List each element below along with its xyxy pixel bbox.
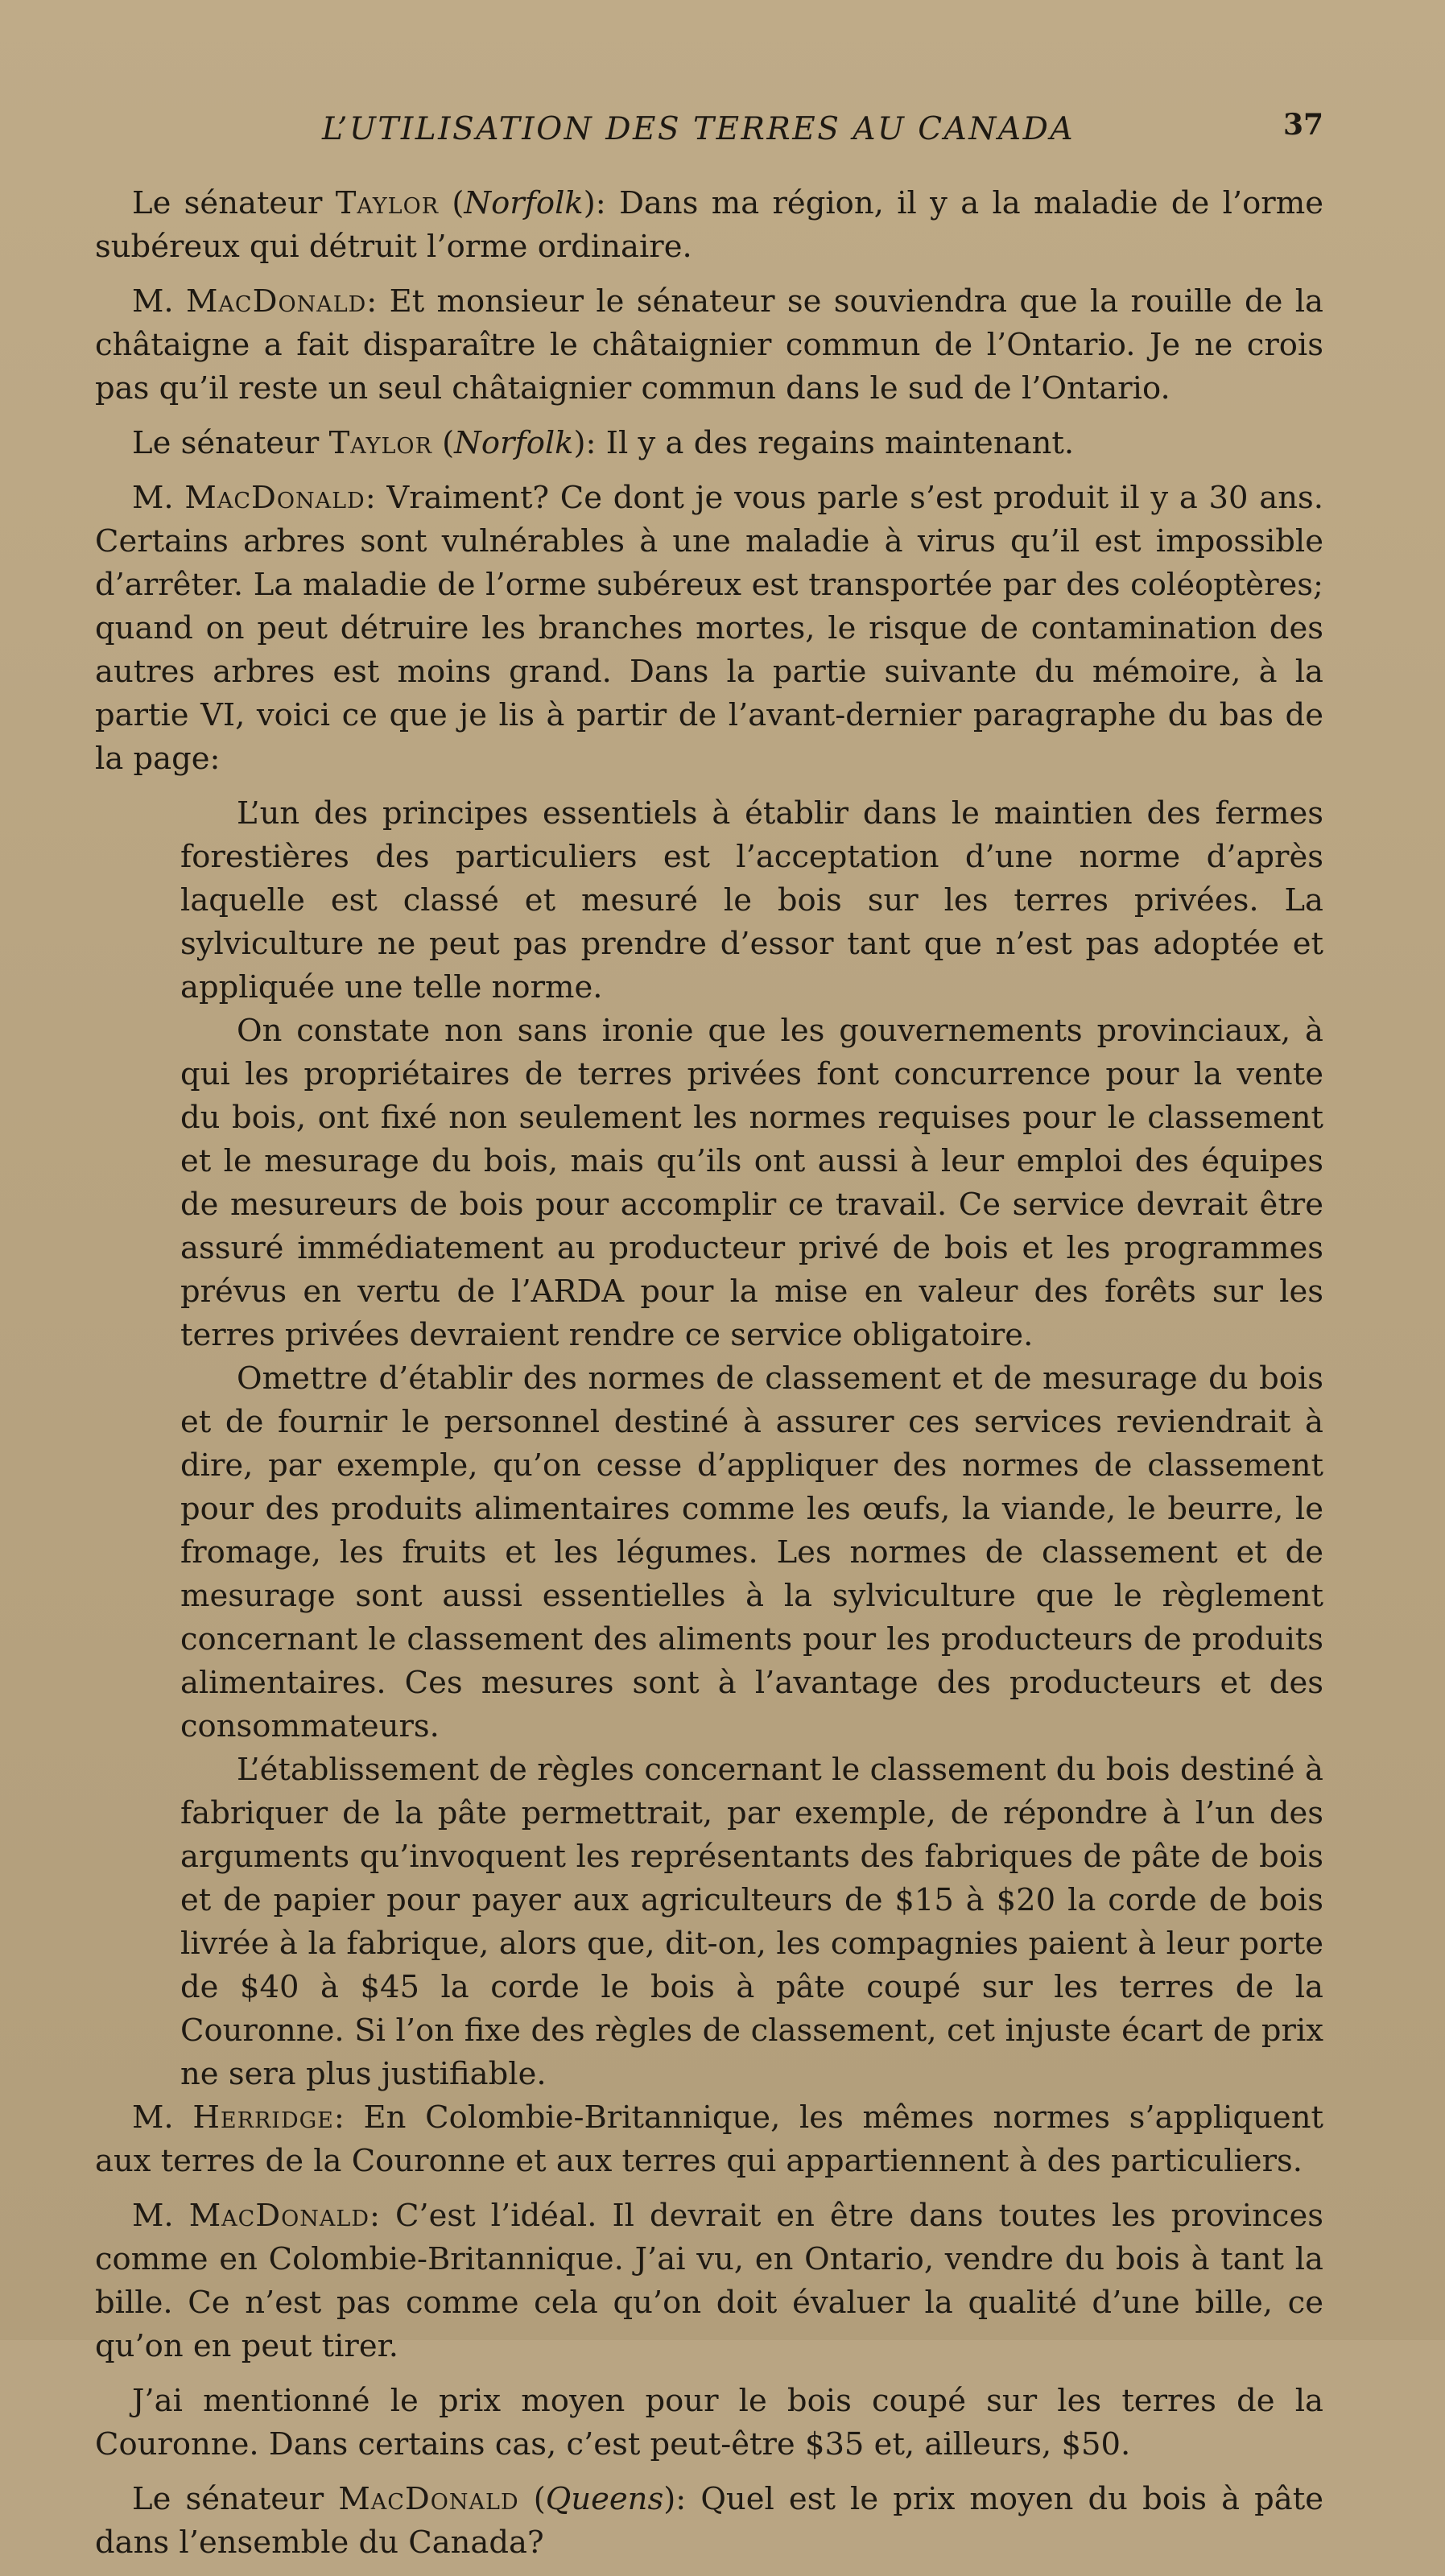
speech-text: : Il y a des regains maintenant. <box>585 425 1075 461</box>
quoted-paragraph-2: On constate non sans ironie que les gouvernements provinciaux, à qui les propriétaires de terres privées font concurrence pour la vente du bois, ont fixé non seulement les normes requises pour le classement et le mesurage du bois, mais qu’ils ont aussi à leur emploi des équipes de mesureurs de bois pour accomplir ce travail. Ce service devrait être assuré immédiatement au producteur privé de bois et les programmes prévus en vertu de l’ARDA pour la mise en valeur des forêts sur les terres privées devraient rendre ce service obligatoire. <box>180 1013 1323 1353</box>
speaker-name: MacDonald <box>184 480 365 516</box>
speaker-prefix: M. <box>132 283 174 320</box>
paragraph-macdonald-2 <box>95 477 1323 781</box>
speaker-name: Taylor <box>335 185 440 221</box>
page-body <box>95 182 1323 2576</box>
paragraph-macdonald-3 <box>95 2194 1323 2368</box>
quoted-paragraph-4: L’établissement de règles concernant le classement du bois destiné à fabriquer de la pâte permettrait, par exemple, de répondre à l’un des arguments qu’invoquent les représentants des fabriques de pâte de bois et de papier pour payer aux agriculteurs de $15 à $20 la corde de bois livrée à la fabrique, alors que, dit-on, les compagnies paient à leur porte de $40 à $45 la corde le bois à pâte coupé sur les terres de la Couronne. Si l’on fixe des règles de classement, cet injuste écart de prix ne sera plus justifiable. <box>180 1752 1323 2092</box>
speaker-name: Herridge <box>192 2099 334 2136</box>
page-header <box>0 108 1445 151</box>
speech-text: : Vraiment? Ce dont je vous parle s’est produit il y a 30 ans. Certains arbres sont vulnérables à une maladie à virus qu’il est impossible d’arrêter. La maladie de l’orme subéreux est transportée par des coléoptères; quand on peut détruire les branches mortes, le risque de contamination des autres arbres est moins grand. Dans la partie suivante du mémoire, à la partie VI, voici ce que je lis à partir de l’avant-dernier paragraphe du bas de la page: <box>95 480 1323 777</box>
paragraph-taylor-1: Le sénateur Taylor (Norfolk): Dans ma région, il y a la maladie de l’orme subéreux qui détruit l’orme ordinaire. <box>95 185 1324 265</box>
speech-text: : C’est l’idéal. Il devrait en être dans toutes les provinces comme en Colombie-Britannique. J’ai vu, en Ontario, vendre du bois à tant la bille. Ce n’est pas comme cela qu’on doit évaluer la qualité d’une bille, ce qu’on en peut tirer. <box>95 2198 1323 2364</box>
speaker-name: MacDonald <box>188 2198 370 2234</box>
speaker-name: Taylor <box>328 425 432 461</box>
speaker-prefix: M. <box>132 2099 174 2136</box>
speaker-name: MacDonald <box>338 2481 519 2517</box>
speech-text: : Quel est le prix moyen du bois à pâte dans l’ensemble du Canada? <box>95 2481 1323 2561</box>
quoted-paragraph-1: L’un des principes essentiels à établir dans le maintien des fermes forestières des particuliers est l’acceptation d’une norme d’après laquelle est classé et mesuré le bois sur les terres privées. La sylviculture ne peut pas prendre d’essor tant que n’est pas adoptée et appliquée une telle norme. <box>180 795 1323 1005</box>
paragraph-macdonald-4: J’ai mentionné le prix moyen pour le bois coupé sur les terres de la Couronne. Dans certains cas, c’est peut-être $35 et, ailleurs, $50. <box>95 2383 1323 2462</box>
speaker-riding: Norfolk <box>464 185 584 221</box>
speech-text: : Et monsieur le sénateur se souviendra que la rouille de la châtaigne a fait disparaître le châtaignier commun de l’Ontario. Je ne crois pas qu’il reste un seul châtaignier commun dans le sud de l’Ontario. <box>95 283 1323 407</box>
speaker-prefix: Le sénateur <box>132 185 323 221</box>
paragraph-macdonald-queens: Le sénateur MacDonald (Queens): Quel est le prix moyen du bois à pâte dans l’ensemble du Canada? <box>95 2481 1323 2561</box>
quoted-paragraph-3: Omettre d’établir des normes de classement et de mesurage du bois et de fournir le personnel destiné à assurer ces services reviendrait à dire, par exemple, qu’on cesse d’appliquer des normes de classement pour des produits alimentaires comme les œufs, la viande, le beurre, le fromage, les fruits et les légumes. Les normes de classement et de mesurage sont aussi essentielles à la sylviculture que le règlement concernant le classement des aliments pour les producteurs de produits alimentaires. Ces mesures sont à l’avantage des producteurs et des consommateurs. <box>180 1360 1323 1744</box>
page-number: 37 <box>1283 108 1324 142</box>
speaker-riding: Queens <box>545 2481 664 2517</box>
running-title: L’UTILISATION DES TERRES AU CANADA <box>322 111 1075 147</box>
speech-text: : En Colombie-Britannique, les mêmes normes s’appliquent aux terres de la Couronne et aux terres qui appartiennent à des particuliers. <box>95 2099 1323 2179</box>
paragraph-macdonald-1 <box>95 280 1323 411</box>
speaker-prefix: Le sénateur <box>132 2481 324 2517</box>
speaker-name: MacDonald <box>186 283 367 320</box>
paragraph-herridge <box>95 2096 1323 2183</box>
paragraph-taylor-2: Le sénateur Taylor (Norfolk): Il y a des regains maintenant. <box>132 425 1075 461</box>
speaker-prefix: M. <box>132 480 174 516</box>
speaker-riding: Norfolk <box>454 425 574 461</box>
speech-text: : Dans ma région, il y a la maladie de l’orme subéreux qui détruit l’orme ordinaire. <box>95 185 1324 265</box>
speaker-prefix: Le sénateur <box>132 425 320 461</box>
speaker-prefix: M. <box>132 2198 174 2234</box>
